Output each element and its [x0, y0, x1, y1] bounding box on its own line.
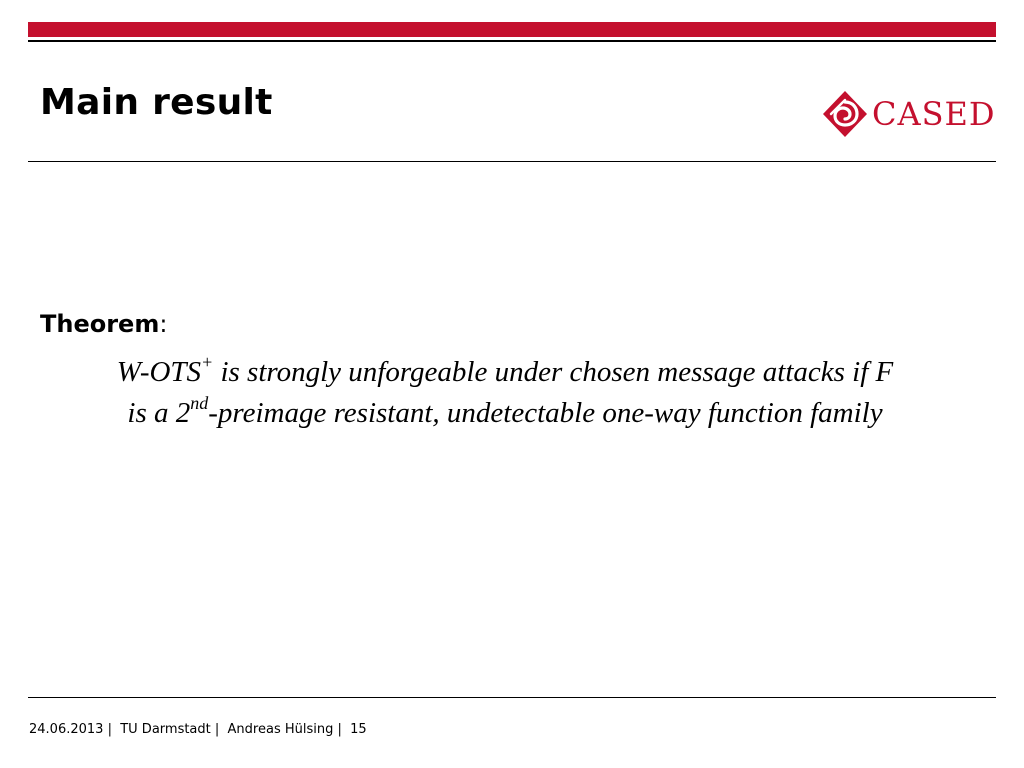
footer-author: Andreas Hülsing — [227, 722, 334, 737]
footer-divider — [28, 697, 996, 698]
footer-institution: TU Darmstadt — [120, 722, 211, 737]
statement-line-1 — [30, 352, 980, 393]
footer-separator: | — [103, 722, 121, 737]
theorem-label: Theorem — [40, 310, 160, 338]
footer-date: 24.06.2013 — [29, 722, 104, 737]
top-accent-bar — [28, 22, 996, 37]
slide-title: Main result — [40, 82, 273, 123]
logo-wordmark: CASED — [872, 95, 996, 133]
top-divider — [28, 40, 996, 42]
statement-line-2-text: -preimage resistant, undetectable one-way function family — [208, 397, 883, 429]
footer-separator: | — [210, 722, 228, 737]
footer-page-number: 15 — [350, 722, 367, 737]
theorem-heading — [40, 308, 167, 340]
theorem-statement — [30, 352, 980, 434]
cased-diamond-logo-icon — [822, 90, 868, 138]
statement-line-2-start: is a 2 — [127, 397, 191, 429]
footer-separator: | — [333, 722, 351, 737]
statement-line-2 — [30, 393, 980, 434]
scheme-superscript: + — [201, 352, 214, 373]
header-divider — [28, 161, 996, 162]
ordinal-superscript: nd — [190, 393, 209, 414]
theorem-colon: : — [159, 310, 168, 338]
scheme-name: W-OTS — [116, 356, 202, 388]
slide-footer — [29, 721, 367, 739]
statement-line-1-text: is strongly unforgeable under chosen message attacks if F — [213, 356, 894, 388]
cased-logo — [822, 90, 998, 138]
